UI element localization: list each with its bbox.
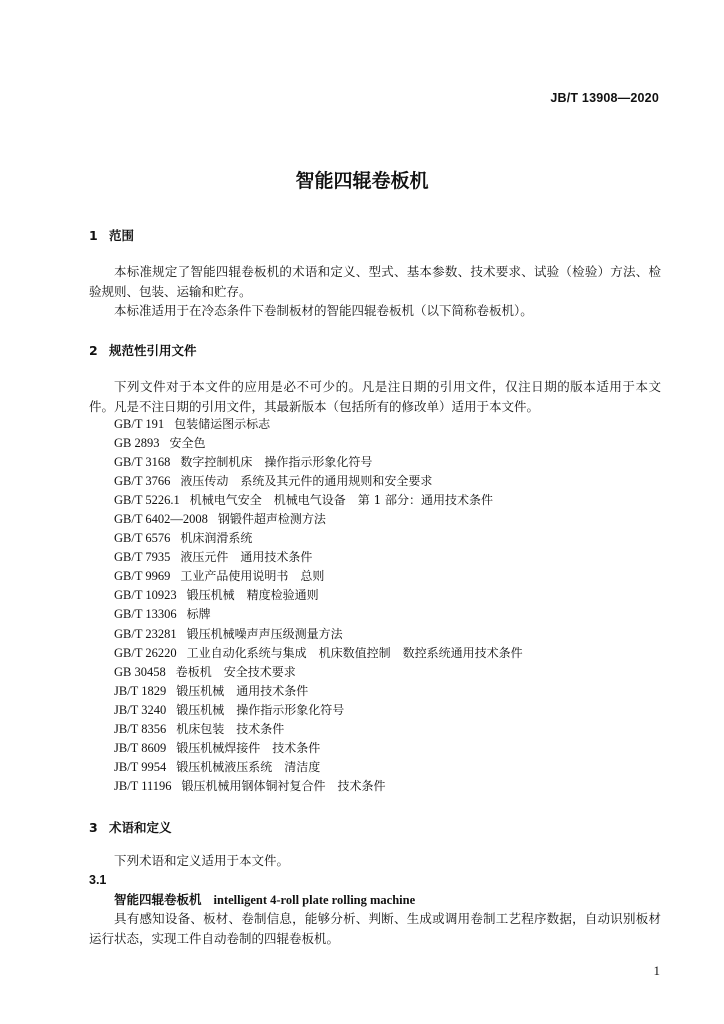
ref-title: 钢锻件超声检测方法 [217,512,326,527]
standard-code: JB/T 13908—2020 [550,91,659,105]
list-item [114,777,523,796]
ref-code: GB 2893 [114,436,160,451]
term-entry [114,890,415,910]
section-2-heading [89,341,197,359]
ref-title: 锻压机械噪声声压级测量方法 [186,626,343,641]
ref-code: GB/T 7935 [114,550,171,565]
ref-code: GB 30458 [114,664,166,679]
list-item [114,529,523,548]
term-chinese: 智能四辊卷板机 [114,892,202,907]
list-item [114,453,523,472]
ref-code: GB/T 9969 [114,569,171,584]
ref-code: GB/T 13306 [114,607,177,622]
list-item [114,472,523,491]
list-item [114,605,523,624]
ref-title: 锻压机械 精度检验通则 [186,588,319,603]
references-intro: 下列文件对于本文件的应用是必不可少的。凡是注日期的引用文件，仅注日期的版本适用于本文件。凡是不注日期的引用文件，其最新版本（包括所有的修改单）适用于本文件。 [89,379,661,414]
ref-title: 安全色 [169,436,206,451]
ref-title: 机械电气安全 机械电气设备 第 1 部分：通用技术条件 [189,493,494,508]
list-item [114,644,523,663]
ref-code: GB/T 26220 [114,645,177,660]
ref-title: 液压元件 通用技术条件 [180,550,313,565]
ref-title: 锻压机械液压系统 清洁度 [176,759,321,774]
page-number: 1 [653,963,660,978]
document-title: 智能四辊卷板机 [295,170,429,192]
ref-title: 标牌 [186,607,211,622]
list-item [114,720,523,739]
ref-code: JB/T 3240 [114,702,167,717]
ref-code: GB/T 6402—2008 [114,512,208,527]
ref-title: 数字控制机床 操作指示形象化符号 [180,455,373,470]
ref-title: 工业产品使用说明书 总则 [180,569,325,584]
list-item [114,548,523,567]
ref-title: 包装储运图示标志 [174,417,271,431]
term-english: intelligent 4-roll plate rolling machine [213,893,416,907]
ref-code: GB/T 5226.1 [114,493,180,508]
scope-paragraph-2: 本标准适用于在冷态条件下卷制板材的智能四辊卷板机（以下简称卷板机）。 [114,303,533,318]
ref-title: 液压传动 系统及其元件的通用规则和安全要求 [180,474,433,489]
ref-title: 卷板机 安全技术要求 [175,664,296,679]
list-item [114,663,523,682]
ref-code: GB/T 6576 [114,531,171,546]
section-number: 2 [89,343,98,358]
list-item [114,434,523,453]
ref-code: JB/T 1829 [114,683,167,698]
list-item [114,758,523,777]
ref-title: 机床润滑系统 [180,531,253,546]
section-title: 术语和定义 [109,820,172,835]
ref-code: JB/T 8356 [114,721,167,736]
list-item [114,567,523,586]
section-title: 规范性引用文件 [109,343,197,358]
normative-references-list [114,415,523,796]
list-item [114,510,523,529]
ref-title: 锻压机械 操作指示形象化符号 [176,702,345,717]
ref-title: 锻压机械用钢体铜衬复合件 技术条件 [181,778,386,793]
list-item [114,682,523,701]
ref-code: JB/T 8609 [114,740,167,755]
ref-code: GB/T 10923 [114,588,177,603]
terms-intro: 下列术语和定义适用于本文件。 [114,853,290,868]
ref-title: 锻压机械焊接件 技术条件 [176,740,321,755]
ref-code: GB/T 23281 [114,626,177,641]
ref-code: GB/T 3766 [114,474,171,489]
list-item [114,586,523,605]
ref-code: GB/T 191 [114,417,165,431]
ref-code: JB/T 11196 [114,778,172,793]
scope-paragraph-1: 本标准规定了智能四辊卷板机的术语和定义、型式、基本参数、技术要求、试验（检验）方法、检验规则、包装、运输和贮存。 [89,264,661,299]
section-number: 3 [89,820,98,835]
section-1-heading [89,226,134,244]
ref-code: JB/T 9954 [114,759,167,774]
ref-code: GB/T 3168 [114,455,171,470]
list-item [114,701,523,720]
section-number: 1 [89,228,98,243]
section-title: 范围 [109,228,135,243]
list-item [114,625,523,644]
section-3-heading [89,818,172,836]
ref-title: 锻压机械 通用技术条件 [176,683,309,698]
list-item [114,415,523,434]
ref-title: 工业自动化系统与集成 机床数值控制 数控系统通用技术条件 [186,645,523,660]
term-definition: 具有感知设备、板材、卷制信息，能够分析、判断、生成或调用卷制工艺程序数据，自动识别板材运行状态，实现工件自动卷制的四辊卷板机。 [89,911,661,946]
list-item [114,491,523,510]
ref-title: 机床包装 技术条件 [176,721,285,736]
term-number: 3.1 [89,873,107,887]
list-item [114,739,523,758]
